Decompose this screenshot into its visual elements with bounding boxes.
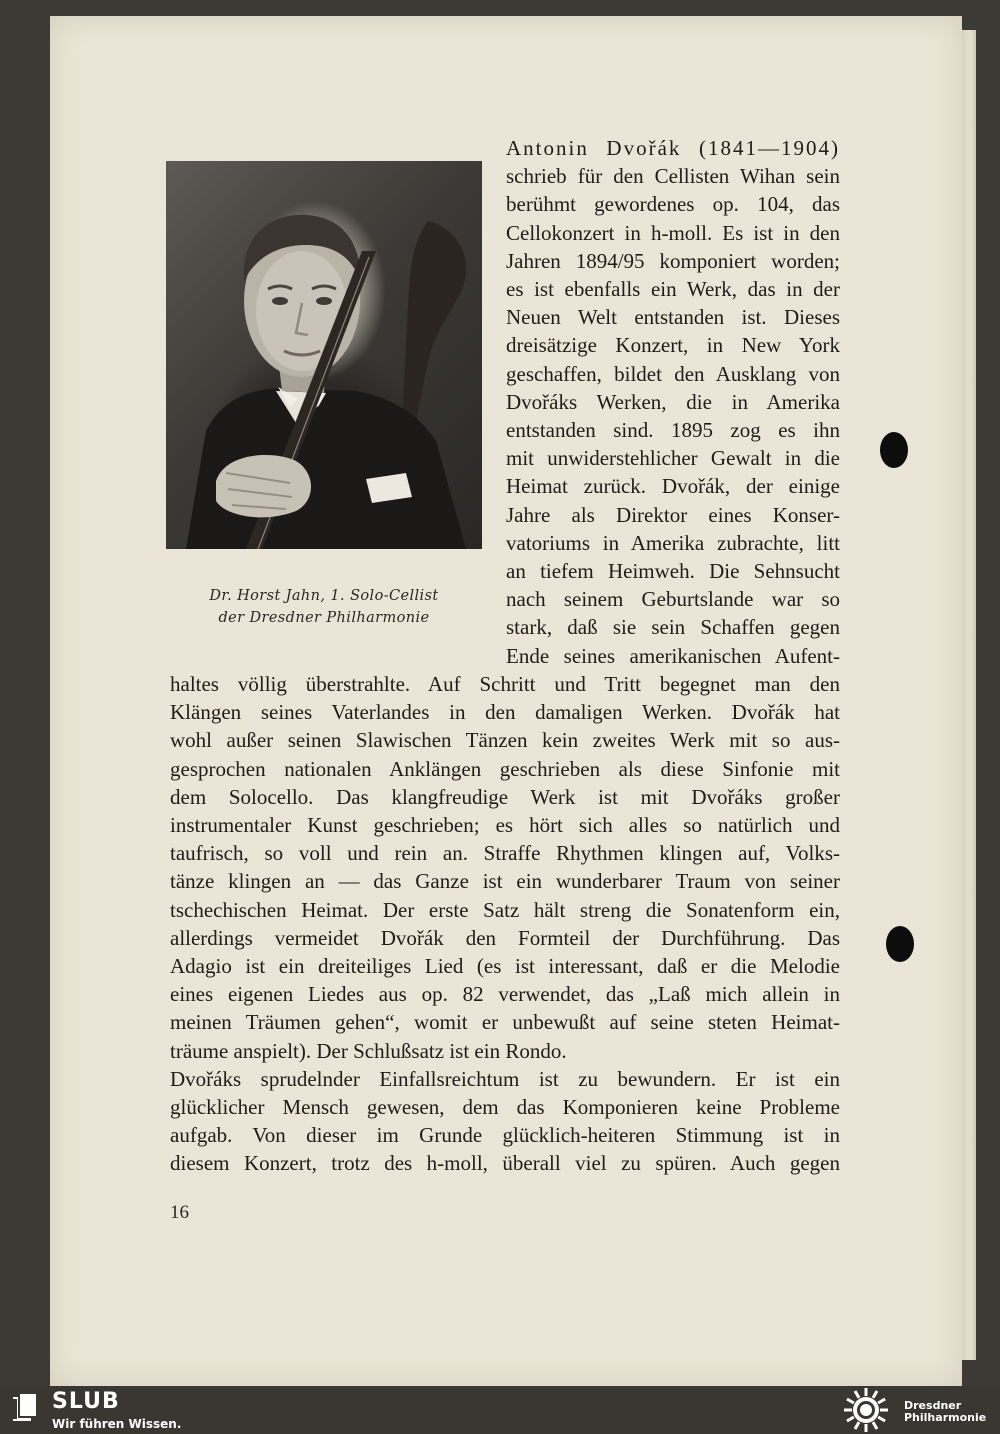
text-line: vatoriums in Amerika zubrachte, litt xyxy=(506,530,840,555)
slub-tagline: Wir führen Wissen. xyxy=(52,1417,182,1431)
dp-name-line2: Philharmonie xyxy=(904,1411,987,1424)
text-line: geschaffen, bildet den Ausklang von xyxy=(506,361,840,386)
text-line: nach seinem Geburtslande war so xyxy=(506,587,840,612)
text-line: glücklicher Mensch gewesen, dem das Komponieren keine Probleme xyxy=(170,1095,840,1120)
text-line: meinen Träumen gehen“, womit er unbewußt auf seine steten Heimat- xyxy=(170,1010,840,1035)
caption-line: der Dresdner Philharmonie xyxy=(218,610,430,626)
text-line: entstanden sind. 1895 zog es ihn xyxy=(506,418,840,443)
text-line: tschechischen Heimat. Der erste Satz hält streng die Sonatenform ein, xyxy=(170,897,840,922)
dp-name-line1: Dresdner xyxy=(904,1399,962,1412)
text-line: dreisätzige Konzert, in New York xyxy=(506,333,840,358)
text-line: gesprochen nationalen Anklängen geschrieben als diese Sinfonie mit xyxy=(170,756,840,781)
text-line: eines eigenen Liedes aus op. 82 verwendet, das „Laß mich allein in xyxy=(170,982,840,1007)
text-line: Jahre als Direktor eines Konser- xyxy=(506,502,840,527)
text-line: schrieb für den Cellisten Wihan sein xyxy=(506,164,840,189)
text-line: wohl außer seinen Slawischen Tänzen kein zweites Werk mit so aus- xyxy=(170,728,840,753)
text-line: haltes völlig überstrahlte. Auf Schritt und Tritt begegnet man den xyxy=(170,672,840,696)
text-line: Cellokonzert in h-moll. Es ist in den xyxy=(506,220,840,245)
text-line: allerdings vermeidet Dvořák den Formteil der Durchführung. Das xyxy=(170,925,840,950)
text-line: Klängen seines Vaterlandes in den damaligen Werken. Dvořák hat xyxy=(170,700,840,725)
text-line: aufgab. Von dieser im Grunde glücklich-heiteren Stimmung ist in xyxy=(170,1123,840,1148)
photo-caption xyxy=(166,585,482,629)
portrait-photo xyxy=(166,161,482,549)
text-line: taufrisch, so voll und rein an. Straffe Rhythmen klingen auf, Volks- xyxy=(170,841,840,866)
page-edge xyxy=(962,30,976,1360)
punch-hole-lower xyxy=(886,926,914,962)
dresdner-philharmonie-name[interactable] xyxy=(904,1400,986,1424)
text-line: an tiefem Heimweh. Die Sehnsucht xyxy=(506,559,840,584)
text-line: Ende seines amerikanischen Aufent- xyxy=(506,643,840,668)
slub-title[interactable]: SLUB xyxy=(52,1389,120,1414)
text-line: instrumentaler Kunst geschrieben; es hört sich alles so natürlich und xyxy=(170,813,840,838)
text-line: mit unwiderstehlicher Gewalt in die xyxy=(506,446,840,471)
text-line: Dvořáks sprudelnder Einfallsreichtum ist zu bewundern. Er ist ein xyxy=(170,1066,840,1091)
right-column-text xyxy=(506,134,840,670)
dresdner-philharmonie-logo-icon[interactable] xyxy=(842,1386,890,1434)
text-line: Antonin Dvořák (1841—1904) xyxy=(506,136,840,160)
caption-line: Dr. Horst Jahn, 1. Solo-Cellist xyxy=(209,588,439,604)
text-line: dem Solocello. Das klangfreudige Werk ist mit Dvořáks großer xyxy=(170,784,840,809)
text-line: Heimat zurück. Dvořák, der einige xyxy=(506,474,840,499)
text-line: es ist ebenfalls ein Werk, das in der xyxy=(506,277,840,302)
page-number: 16 xyxy=(170,1202,189,1223)
text-line: berühmt gewordenes op. 104, das xyxy=(506,192,840,217)
text-line: träume anspielt). Der Schlußsatz ist ein Rondo. xyxy=(170,1038,567,1063)
slub-logo-icon[interactable] xyxy=(13,1393,39,1423)
text-line: Neuen Welt entstanden ist. Dieses xyxy=(506,305,840,330)
text-line: Jahren 1894/95 komponiert worden; xyxy=(506,248,840,273)
punch-hole-upper xyxy=(880,432,908,468)
text-line: stark, daß sie sein Schaffen gegen xyxy=(506,615,840,640)
full-width-text xyxy=(170,670,840,1178)
text-line: Adagio ist ein dreiteiliges Lied (es ist interessant, daß er die Melodie xyxy=(170,954,840,979)
text-line: Dvořáks Werken, die in Amerika xyxy=(506,389,840,414)
text-line: tänze klingen an — das Ganze ist ein wunderbarer Traum von seiner xyxy=(170,869,840,894)
text-line: diesem Konzert, trotz des h-moll, überall viel zu spüren. Auch gegen xyxy=(170,1151,840,1176)
cellist-portrait-illustration xyxy=(166,161,482,549)
